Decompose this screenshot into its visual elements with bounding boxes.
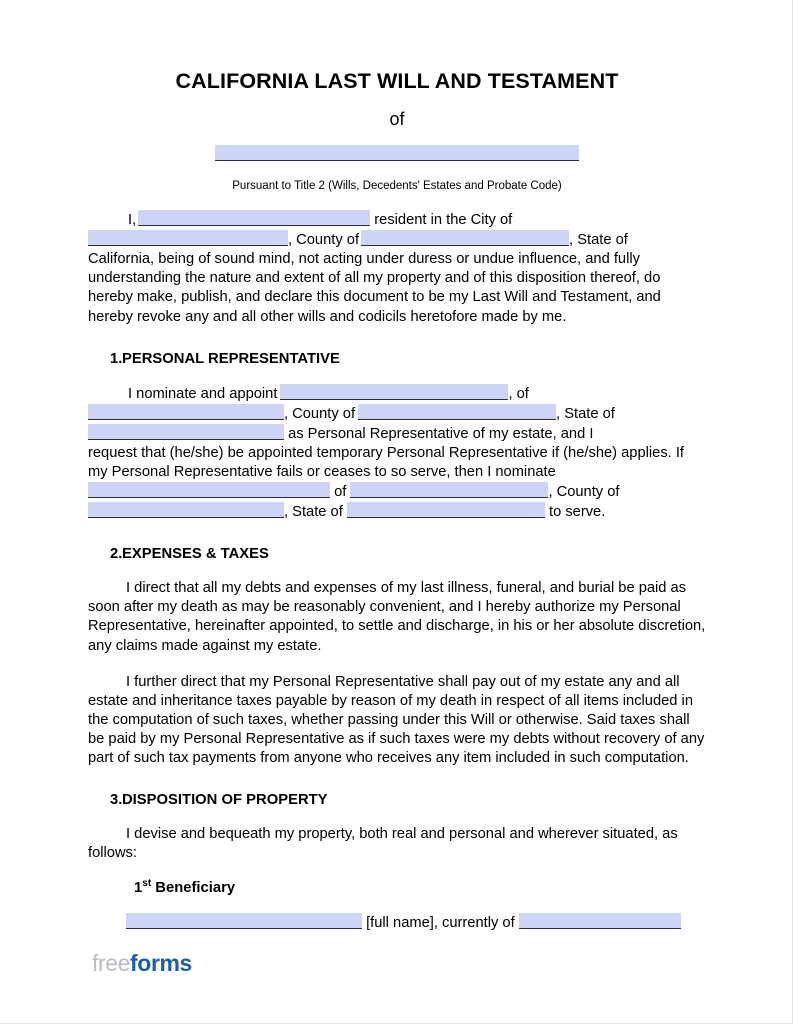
section-1-line3: as Personal Representative of my estate, and I: [288, 425, 594, 442]
section-1-paragraph: [88, 384, 706, 523]
preamble-city-field[interactable]: [88, 230, 288, 246]
preamble-line1-suffix: resident in the City of: [374, 212, 513, 229]
section-2-title: EXPENSES & TAXES: [122, 546, 269, 563]
alt-rep-state-label: , State of: [284, 504, 343, 521]
section-heading-personal-representative: [88, 351, 706, 367]
nominate-suffix: , of: [508, 385, 529, 402]
section-2-number: 2.: [110, 546, 123, 563]
representative-county-field[interactable]: [358, 404, 556, 420]
alternate-representative-state-field[interactable]: [347, 502, 545, 518]
section-1-body: request that (he/she) be appointed temporary Personal Representative if (he/she) applies. If my Personal Representative fails or ceases to so serve, then I nominate: [88, 444, 684, 481]
beneficiary-heading-label: Beneficiary: [155, 880, 236, 897]
preamble-body: California, being of sound mind, not acting under duress or undue influence, and fully understanding the nature and extent of all my property and of this disposition thereof, do hereby make, publish, and declare this document to be my Last Will and Testament, and hereby revoke any and all other wills and codicils heretofore made by me.: [88, 251, 661, 325]
section-3-title: DISPOSITION OF PROPERTY: [122, 792, 328, 809]
section-2-paragraph-2: I further direct that my Personal Representative shall pay out of my estate any and all estate and inheritance taxes payable by reason of my death in respect of all items included in the computation of such taxes, whether passing under this Will or otherwise. Said taxes shall be paid by my Personal Representative as if such taxes were my debts without recovery of any part of such tax payments from anyone who receives any item included in such computation.: [88, 673, 705, 767]
title-of-label: of: [389, 108, 405, 129]
section-heading-disposition-of-property: [88, 792, 706, 808]
section-1-number: 1.: [110, 350, 123, 367]
preamble-line2-suffix: , State of: [569, 232, 628, 249]
section-heading-expenses-taxes: [88, 546, 706, 562]
rep-county-prefix: , County of: [284, 405, 356, 422]
representative-name-field[interactable]: [280, 384, 508, 400]
beneficiary-name-field[interactable]: [126, 913, 362, 929]
testator-name-field[interactable]: [215, 145, 579, 161]
freeforms-logo: [92, 952, 192, 975]
alt-rep-serve-label: to serve.: [548, 504, 606, 521]
preamble-name-field[interactable]: [138, 210, 370, 226]
representative-state-field[interactable]: [88, 424, 284, 440]
preamble-line2-prefix: , County of: [288, 232, 360, 249]
alt-rep-of-label: of: [334, 484, 347, 501]
preamble-line1-prefix: I,: [128, 212, 137, 229]
section-3-number: 3.: [110, 792, 123, 809]
alt-rep-county-label: , County of: [548, 484, 620, 501]
section-2-paragraph-1: I direct that all my debts and expenses of my last illness, funeral, and burial be paid as soon after my death as may be reasonably convenient, and I hereby authorize my Personal Representative, hereinafter appointed, to settle and discharge, in his or her absolute discretion, any claims made against my estate.: [88, 580, 706, 654]
beneficiary-ordinal-suffix: st: [142, 878, 152, 890]
beneficiary-entry-row: [88, 913, 706, 933]
nominate-prefix: I nominate and appoint: [128, 385, 278, 402]
beneficiary-name-label: [full name], currently of: [366, 915, 515, 932]
alternate-representative-county-field[interactable]: [88, 502, 284, 518]
alternate-representative-name-field[interactable]: [88, 482, 330, 498]
beneficiary-heading: [88, 880, 706, 896]
preamble-county-field[interactable]: [361, 230, 569, 246]
section-1-title: PERSONAL REPRESENTATIVE: [122, 350, 340, 367]
beneficiary-address-field[interactable]: [519, 913, 681, 929]
testator-name-field-row: [88, 145, 706, 164]
document-subtitle: Pursuant to Title 2 (Wills, Decedents' Estates and Probate Code): [232, 180, 562, 193]
beneficiary-ordinal-number: 1: [134, 880, 143, 897]
section-3-paragraph-1: I devise and bequeath my property, both real and personal and wherever situated, as follows:: [88, 826, 678, 862]
rep-state-prefix: , State of: [556, 405, 615, 422]
preamble-paragraph: [88, 210, 706, 327]
page-title: CALIFORNIA LAST WILL AND TESTAMENT: [175, 69, 619, 93]
representative-city-field[interactable]: [88, 404, 284, 420]
logo-free-text: free: [92, 950, 131, 976]
logo-forms-text: forms: [130, 950, 192, 976]
document-content: [88, 0, 706, 933]
alternate-representative-city-field[interactable]: [350, 482, 548, 498]
